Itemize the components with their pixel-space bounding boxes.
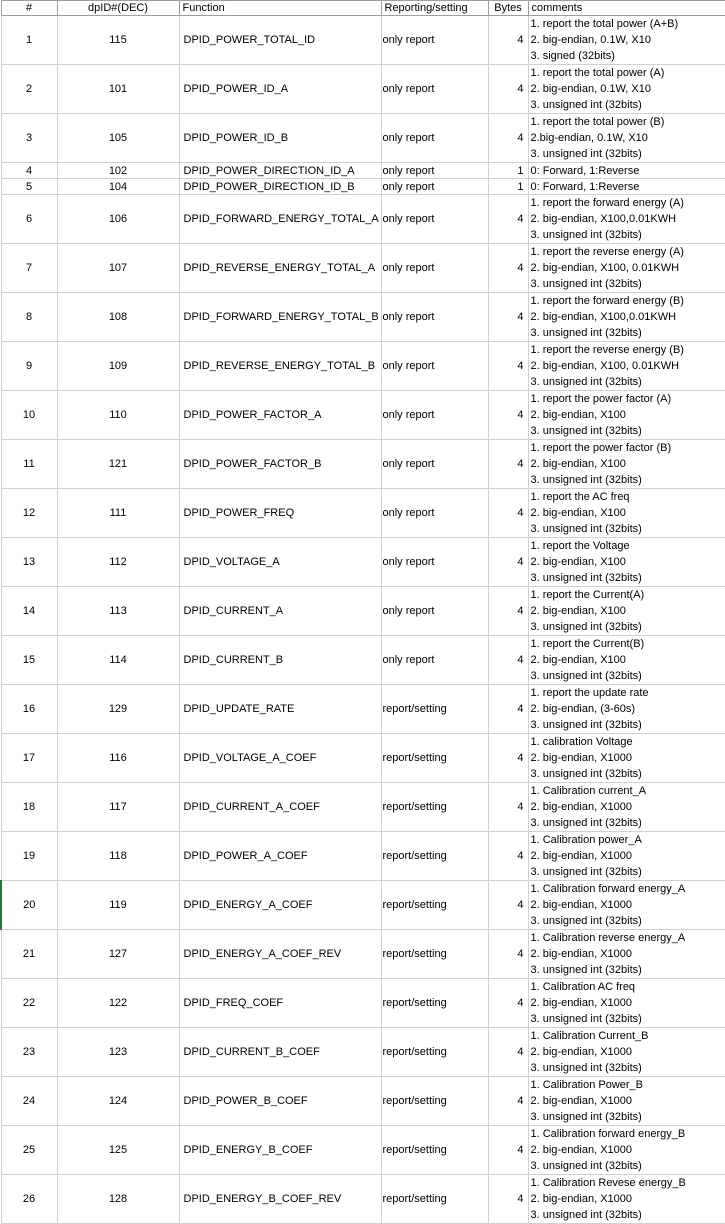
cell-bytes[interactable]: 1 [488,179,528,195]
comment-line: 1. Calibration forward energy_B [530,1128,686,1140]
cell-function[interactable]: DPID_CURRENT_A_COEF [179,783,381,832]
cell-bytes[interactable]: 4 [488,195,528,244]
comment-line: 3. unsigned int (32bits) [530,474,642,486]
cell-comments[interactable] [528,163,725,179]
table-row [1,636,725,685]
comment-line: 2. big-endian, X1000 [530,997,633,1009]
comment-line: 1. report the forward energy (A) [530,197,684,209]
cell-bytes[interactable]: 4 [488,16,528,65]
cell-comments[interactable] [528,179,725,195]
cell-comments[interactable] [528,195,725,244]
comment-line: 1. Calibration forward energy_A [530,883,686,895]
cell-function[interactable]: DPID_VOLTAGE_A_COEF [179,734,381,783]
cell-dpid[interactable]: 107 [57,244,179,293]
cell-num[interactable]: 24 [1,1077,57,1126]
cell-reporting[interactable]: report/setting [381,979,488,1028]
cell-dpid[interactable]: 114 [57,636,179,685]
cell-bytes[interactable]: 4 [488,1077,528,1126]
cell-bytes[interactable]: 4 [488,979,528,1028]
cell-function[interactable]: DPID_POWER_DIRECTION_ID_B [179,179,381,195]
comment-line: 3. unsigned int (32bits) [530,376,642,388]
cell-function[interactable]: DPID_POWER_ID_A [179,65,381,114]
comment-line: 2. big-endian, X1000 [530,948,633,960]
cell-num[interactable]: 4 [1,163,57,179]
cell-bytes[interactable]: 4 [488,832,528,881]
cell-comments[interactable] [528,489,725,538]
cell-function[interactable]: DPID_VOLTAGE_A [179,538,381,587]
comment-line: 1. report the Current(A) [530,589,645,601]
cell-num[interactable]: 26 [1,1175,57,1224]
comment-line: 1. report the total power (A) [530,67,665,79]
comment-line: 2. big-endian, 0.1W, X10 [530,83,651,95]
table-row [1,16,725,65]
comment-line: 2. big-endian, X100, 0.01KWH [530,360,680,372]
comment-line: 3. unsigned int (32bits) [530,915,642,927]
comment-line: 2. big-endian, X100,0.01KWH [530,311,677,323]
table-row [1,65,725,114]
table-row [1,489,725,538]
table-row [1,930,725,979]
cell-function[interactable]: DPID_UPDATE_RATE [179,685,381,734]
cell-reporting[interactable]: report/setting [381,734,488,783]
comment-line: 3. unsigned int (32bits) [530,817,642,829]
cell-bytes[interactable]: 4 [488,342,528,391]
cell-dpid[interactable]: 127 [57,930,179,979]
header-num[interactable]: # [1,1,57,16]
comment-line: 3. unsigned int (32bits) [530,99,642,111]
cell-bytes[interactable]: 4 [488,783,528,832]
table-row [1,587,725,636]
cell-reporting[interactable]: only report [381,16,488,65]
comment-line: 3. unsigned int (32bits) [530,1209,642,1221]
cell-num[interactable]: 3 [1,114,57,163]
cell-function[interactable]: DPID_ENERGY_A_COEF [179,881,381,930]
table-row [1,1126,725,1175]
cell-comments[interactable] [528,832,725,881]
comment-line: 1. report the AC freq [530,491,630,503]
cell-dpid[interactable]: 122 [57,979,179,1028]
header-row [1,1,725,16]
comment-line: 2. big-endian, X100 [530,605,626,617]
cell-comments[interactable] [528,440,725,489]
cell-reporting[interactable]: report/setting [381,1077,488,1126]
cell-dpid[interactable]: 118 [57,832,179,881]
cell-comments[interactable] [528,293,725,342]
table-row [1,538,725,587]
cell-dpid[interactable]: 128 [57,1175,179,1224]
cell-num[interactable]: 11 [1,440,57,489]
table-row [1,293,725,342]
comment-line: 2. big-endian, X100 [530,409,626,421]
cell-num[interactable]: 7 [1,244,57,293]
cell-bytes[interactable]: 1 [488,163,528,179]
cell-bytes[interactable]: 4 [488,293,528,342]
cell-function[interactable]: DPID_POWER_ID_B [179,114,381,163]
comment-line: 1. calibration Voltage [530,736,633,748]
cell-comments[interactable] [528,783,725,832]
comment-line: 2. big-endian, X100 [530,458,626,470]
cell-comments[interactable] [528,636,725,685]
cell-num[interactable]: 8 [1,293,57,342]
comment-line: 1. Calibration reverse energy_A [530,932,686,944]
cell-function[interactable]: DPID_POWER_FREQ [179,489,381,538]
cell-reporting[interactable]: only report [381,114,488,163]
cell-function[interactable]: DPID_FREQ_COEF [179,979,381,1028]
comment-line: 3. unsigned int (32bits) [530,964,642,976]
cell-function[interactable]: DPID_FORWARD_ENERGY_TOTAL_B [179,293,381,342]
cell-dpid[interactable]: 106 [57,195,179,244]
comment-line: 1. report the reverse energy (A) [530,246,684,258]
cell-dpid[interactable]: 113 [57,587,179,636]
cell-dpid[interactable]: 119 [57,881,179,930]
cell-function[interactable]: DPID_POWER_FACTOR_A [179,391,381,440]
cell-dpid[interactable]: 129 [57,685,179,734]
cell-dpid[interactable]: 111 [57,489,179,538]
table-row [1,783,725,832]
cell-reporting[interactable]: report/setting [381,1175,488,1224]
table-body [1,16,725,1224]
cell-comments[interactable] [528,1175,725,1224]
cell-bytes[interactable]: 4 [488,734,528,783]
cell-reporting[interactable]: only report [381,636,488,685]
cell-function[interactable]: DPID_REVERSE_ENERGY_TOTAL_B [179,342,381,391]
cell-dpid[interactable]: 108 [57,293,179,342]
cell-num[interactable]: 20 [1,881,57,930]
cell-reporting[interactable]: report/setting [381,930,488,979]
cell-comments[interactable] [528,391,725,440]
cell-dpid[interactable]: 104 [57,179,179,195]
comment-line: 2. big-endian, (3-60s) [530,703,636,715]
header-comments[interactable]: comments [528,1,725,16]
comment-line: 1. report the reverse energy (B) [530,344,684,356]
cell-function[interactable]: DPID_POWER_DIRECTION_ID_A [179,163,381,179]
comment-line: 2. big-endian, X100,0.01KWH [530,213,677,225]
cell-num[interactable]: 25 [1,1126,57,1175]
cell-dpid[interactable]: 105 [57,114,179,163]
comment-line: 3. unsigned int (32bits) [530,572,642,584]
cell-comments[interactable] [528,16,725,65]
header-function[interactable]: Function [179,1,381,16]
cell-function[interactable]: DPID_POWER_B_COEF [179,1077,381,1126]
cell-comments[interactable] [528,685,725,734]
cell-bytes[interactable]: 4 [488,685,528,734]
cell-num[interactable]: 6 [1,195,57,244]
comment-line: 2. big-endian, X1000 [530,1095,633,1107]
comment-line: 3. unsigned int (32bits) [530,1062,642,1074]
cell-dpid[interactable]: 124 [57,1077,179,1126]
comment-line: 0: Forward, 1:Reverse [530,164,640,177]
cell-bytes[interactable]: 4 [488,538,528,587]
cell-num[interactable]: 5 [1,179,57,195]
cell-dpid[interactable]: 123 [57,1028,179,1077]
comment-line: 2. big-endian, X100, 0.01KWH [530,262,680,274]
cell-bytes[interactable]: 4 [488,114,528,163]
comment-line: 3. unsigned int (32bits) [530,1160,642,1172]
table-row [1,244,725,293]
cell-bytes[interactable]: 4 [488,587,528,636]
comment-line: 3. unsigned int (32bits) [530,621,642,633]
comment-line: 3. unsigned int (32bits) [530,768,642,780]
cell-num[interactable]: 22 [1,979,57,1028]
cell-comments[interactable] [528,881,725,930]
comment-line: 3. unsigned int (32bits) [530,1013,642,1025]
comment-line: 3. unsigned int (32bits) [530,327,642,339]
comment-line: 1. report the Current(B) [530,638,645,650]
comment-line: 1. report the power factor (A) [530,393,672,405]
cell-reporting[interactable]: report/setting [381,832,488,881]
cell-bytes[interactable]: 4 [488,440,528,489]
table-row [1,1077,725,1126]
comment-line: 2. big-endian, X100 [530,556,626,568]
header-reporting[interactable]: Reporting/setting [381,1,488,16]
cell-function[interactable]: DPID_CURRENT_B_COEF [179,1028,381,1077]
cell-num[interactable]: 2 [1,65,57,114]
cell-num[interactable]: 14 [1,587,57,636]
cell-reporting[interactable]: report/setting [381,783,488,832]
comment-line: 3. unsigned int (32bits) [530,229,642,241]
comment-line: 3. unsigned int (32bits) [530,866,642,878]
cell-reporting[interactable]: only report [381,179,488,195]
cell-function[interactable]: DPID_CURRENT_B [179,636,381,685]
table-row [1,881,725,930]
cell-reporting[interactable]: only report [381,342,488,391]
table-row [1,734,725,783]
comment-line: 2. big-endian, X100 [530,654,626,666]
cell-bytes[interactable]: 4 [488,930,528,979]
cell-bytes[interactable]: 4 [488,391,528,440]
cell-reporting[interactable]: only report [381,293,488,342]
cell-function[interactable]: DPID_POWER_A_COEF [179,832,381,881]
comment-line: 3. unsigned int (32bits) [530,719,642,731]
cell-dpid[interactable]: 109 [57,342,179,391]
cell-dpid[interactable]: 125 [57,1126,179,1175]
comment-line: 1. Calibration Power_B [530,1079,644,1091]
cell-num[interactable]: 15 [1,636,57,685]
comment-line: 2. big-endian, X1000 [530,1193,633,1205]
cell-bytes[interactable]: 4 [488,881,528,930]
cell-num[interactable]: 1 [1,16,57,65]
comment-line: 3. unsigned int (32bits) [530,1111,642,1123]
cell-comments[interactable] [528,538,725,587]
comment-line: 3. unsigned int (32bits) [530,425,642,437]
table-row [1,1028,725,1077]
cell-dpid[interactable]: 116 [57,734,179,783]
comment-line: 2. big-endian, X1000 [530,850,633,862]
cell-reporting[interactable]: only report [381,391,488,440]
cell-bytes[interactable]: 4 [488,1126,528,1175]
cell-num[interactable]: 12 [1,489,57,538]
header-bytes[interactable]: Bytes [488,1,528,16]
comment-line: 3. unsigned int (32bits) [530,148,642,160]
cell-reporting[interactable]: only report [381,244,488,293]
cell-num[interactable]: 23 [1,1028,57,1077]
cell-dpid[interactable]: 121 [57,440,179,489]
table-row [1,391,725,440]
cell-comments[interactable] [528,734,725,783]
table-row [1,195,725,244]
cell-function[interactable]: DPID_CURRENT_A [179,587,381,636]
comment-line: 0: Forward, 1:Reverse [530,180,640,193]
cell-comments[interactable] [528,979,725,1028]
cell-function[interactable]: DPID_ENERGY_B_COEF [179,1126,381,1175]
cell-function[interactable]: DPID_POWER_TOTAL_ID [179,16,381,65]
table-row [1,179,725,195]
cell-num[interactable]: 9 [1,342,57,391]
cell-num[interactable]: 21 [1,930,57,979]
cell-num[interactable]: 18 [1,783,57,832]
cell-comments[interactable] [528,244,725,293]
cell-reporting[interactable]: only report [381,163,488,179]
cell-reporting[interactable]: report/setting [381,685,488,734]
cell-reporting[interactable]: report/setting [381,1126,488,1175]
comment-line: 1. report the forward energy (B) [530,295,684,307]
cell-function[interactable]: DPID_ENERGY_A_COEF_REV [179,930,381,979]
cell-bytes[interactable]: 4 [488,1175,528,1224]
comment-line: 2. big-endian, X100 [530,507,626,519]
cell-bytes[interactable]: 4 [488,244,528,293]
comment-line: 3. signed (32bits) [530,50,615,62]
comment-line: 2.big-endian, 0.1W, X10 [530,132,648,144]
comment-line: 2. big-endian, 0.1W, X10 [530,34,651,46]
comment-line: 1. Calibration current_A [530,785,647,797]
cell-function[interactable]: DPID_POWER_FACTOR_B [179,440,381,489]
table-row [1,685,725,734]
comment-line: 1. report the total power (A+B) [530,18,679,30]
cell-comments[interactable] [528,65,725,114]
cell-bytes[interactable]: 4 [488,65,528,114]
table-row [1,832,725,881]
cell-bytes[interactable]: 4 [488,489,528,538]
table-row [1,114,725,163]
cell-function[interactable]: DPID_FORWARD_ENERGY_TOTAL_A [179,195,381,244]
cell-reporting[interactable]: report/setting [381,881,488,930]
comment-line: 1. report the power factor (B) [530,442,672,454]
comment-line: 3. unsigned int (32bits) [530,278,642,290]
cell-comments[interactable] [528,930,725,979]
cell-num[interactable]: 13 [1,538,57,587]
cell-reporting[interactable]: report/setting [381,1028,488,1077]
cell-dpid[interactable]: 110 [57,391,179,440]
comment-line: 2. big-endian, X1000 [530,752,633,764]
header-dpid[interactable]: dpID#(DEC) [57,1,179,16]
comment-line: 2. big-endian, X1000 [530,1046,633,1058]
comment-line: 1. report the update rate [530,687,649,699]
cell-reporting[interactable]: only report [381,489,488,538]
cell-comments[interactable] [528,114,725,163]
comment-line: 3. unsigned int (32bits) [530,670,642,682]
table-row [1,342,725,391]
cell-comments[interactable] [528,342,725,391]
cell-bytes[interactable]: 4 [488,1028,528,1077]
comment-line: 2. big-endian, X1000 [530,1144,633,1156]
cell-dpid[interactable]: 112 [57,538,179,587]
comment-line: 3. unsigned int (32bits) [530,523,642,535]
cell-num[interactable]: 19 [1,832,57,881]
cell-dpid[interactable]: 102 [57,163,179,179]
cell-bytes[interactable]: 4 [488,636,528,685]
cell-reporting[interactable]: only report [381,195,488,244]
cell-dpid[interactable]: 115 [57,16,179,65]
table-row [1,163,725,179]
table-row [1,440,725,489]
cell-function[interactable]: DPID_REVERSE_ENERGY_TOTAL_A [179,244,381,293]
cell-comments[interactable] [528,1077,725,1126]
comment-line: 2. big-endian, X1000 [530,899,633,911]
comment-line: 1. Calibration Current_B [530,1030,649,1042]
cell-dpid[interactable]: 117 [57,783,179,832]
table-row [1,979,725,1028]
comment-line: 2. big-endian, X1000 [530,801,633,813]
cell-comments[interactable] [528,1126,725,1175]
comment-line: 1. report the total power (B) [530,116,665,128]
cell-num[interactable]: 10 [1,391,57,440]
cell-reporting[interactable]: only report [381,440,488,489]
cell-num[interactable]: 17 [1,734,57,783]
comment-line: 1. Calibration AC freq [530,981,636,993]
cell-num[interactable]: 16 [1,685,57,734]
cell-function[interactable]: DPID_ENERGY_B_COEF_REV [179,1175,381,1224]
table-row [1,1175,725,1224]
comment-line: 1. Calibration Revese energy_B [530,1177,686,1189]
cell-reporting[interactable]: only report [381,538,488,587]
cell-comments[interactable] [528,1028,725,1077]
cell-reporting[interactable]: only report [381,65,488,114]
comment-line: 1. report the Voltage [530,540,630,552]
cell-comments[interactable] [528,587,725,636]
cell-reporting[interactable]: only report [381,587,488,636]
comment-line: 1. Calibration power_A [530,834,642,846]
cell-dpid[interactable]: 101 [57,65,179,114]
